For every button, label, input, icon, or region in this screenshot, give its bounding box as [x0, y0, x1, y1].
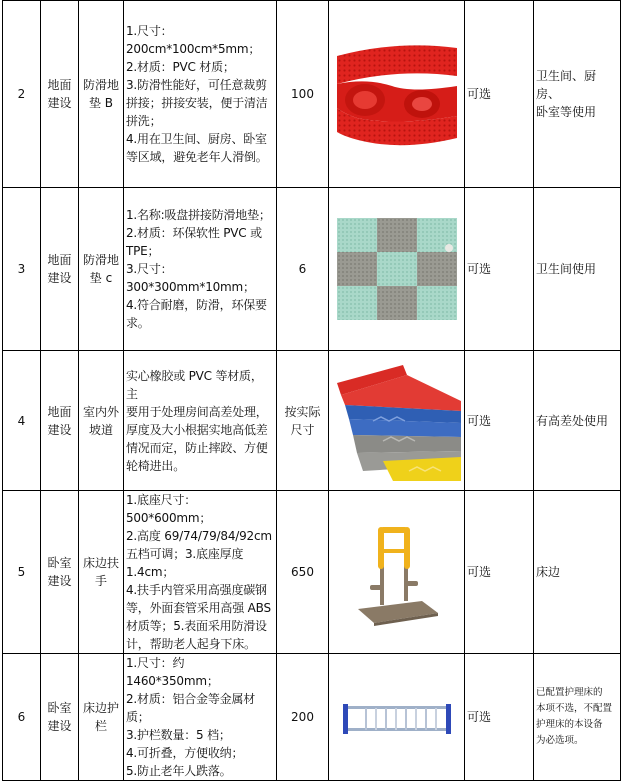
- area-cell: 地面 建设: [41, 188, 79, 351]
- spec-description-cell: 1.底座尺寸：500*600mm； 2.高度 69/74/79/84/92cm 五档可调；3.底座厚度 1.4cm； 4.扶手内管采用高强度碳钢 等，外面套管采用高强 ABS 材质等；5.表面采用防滑设 计，帮助老人起身下床。: [124, 491, 277, 654]
- area-cell: 卧室 建设: [41, 491, 79, 654]
- equipment-table: [2, 0, 621, 781]
- checkered-mat-image: [337, 218, 457, 320]
- usage-note-cell: 卫生间、厨房、 卧室等使用: [534, 1, 621, 188]
- usage-note-cell: 有高差处使用: [534, 351, 621, 491]
- item-name-cell: 室内外 坡道: [79, 351, 124, 491]
- quantity-cell: 6: [277, 188, 329, 351]
- row-number: 5: [3, 491, 41, 654]
- area-cell: 地面 建设: [41, 351, 79, 491]
- item-name-cell: 防滑地 垫 c: [79, 188, 124, 351]
- bedside-handrail-image: [352, 513, 442, 631]
- spec-description-cell: 1.名称:吸盘拼接防滑地垫； 2.材质：环保软性 PVC 或 TPE； 3.尺寸：300*300mm*10mm； 4.符合耐磨，防滑，环保要 求。: [124, 188, 277, 351]
- item-name-cell: 床边扶 手: [79, 491, 124, 654]
- spec-description-cell: 1.尺寸：200cm*100cm*5mm； 2.材质：PVC 材质； 3.防滑性能好，可任意裁剪 拼接；拼接安装，便于清洁 拼洗； 4.用在卫生间、厨房、卧室 等区域，避免老年人滑倒。: [124, 1, 277, 188]
- product-image-cell: [329, 1, 465, 188]
- option-cell: 可选: [465, 491, 534, 654]
- product-image-cell: [329, 188, 465, 351]
- area-cell: 卧室 建设: [41, 654, 79, 781]
- table-row: [3, 654, 621, 781]
- table-row: [3, 188, 621, 351]
- product-image-cell: [329, 351, 465, 491]
- ramp-strips-image: [333, 361, 461, 481]
- option-cell: 可选: [465, 351, 534, 491]
- usage-note-cell: 卫生间使用: [534, 188, 621, 351]
- quantity-cell: 100: [277, 1, 329, 188]
- area-cell: 地面 建设: [41, 1, 79, 188]
- spec-description-cell: 实心橡胶或 PVC 等材质，主 要用于处理房间高差处理， 厚度及大小根据实地高低差 情况而定，防止摔跤、方便 轮椅进出。: [124, 351, 277, 491]
- row-number: 4: [3, 351, 41, 491]
- spec-description-cell: 1.尺寸：约 1460*350mm； 2.材质：铝合金等金属材质； 3.护栏数量：5 档； 4.可折叠，方便收纳； 5.防止老年人跌落。: [124, 654, 277, 781]
- row-number: 2: [3, 1, 41, 188]
- bed-guardrail-image: [339, 692, 455, 742]
- table-row: [3, 491, 621, 654]
- option-cell: 可选: [465, 188, 534, 351]
- row-number: 3: [3, 188, 41, 351]
- quantity-cell: 650: [277, 491, 329, 654]
- option-cell: 可选: [465, 1, 534, 188]
- quantity-cell: 200: [277, 654, 329, 781]
- item-name-cell: 防滑地 垫 B: [79, 1, 124, 188]
- quantity-cell: 按实际 尺寸: [277, 351, 329, 491]
- row-number: 6: [3, 654, 41, 781]
- table-row: [3, 1, 621, 188]
- product-image-cell: [329, 654, 465, 781]
- table-row: [3, 351, 621, 491]
- usage-note-cell: 已配置护理床的 本项不选，不配置 护理床的本设备 为必选项。: [534, 654, 621, 781]
- option-cell: 可选: [465, 654, 534, 781]
- item-name-cell: 床边护 栏: [79, 654, 124, 781]
- usage-note-cell: 床边: [534, 491, 621, 654]
- product-image-cell: [329, 491, 465, 654]
- red-pvc-mat-image: [337, 38, 457, 150]
